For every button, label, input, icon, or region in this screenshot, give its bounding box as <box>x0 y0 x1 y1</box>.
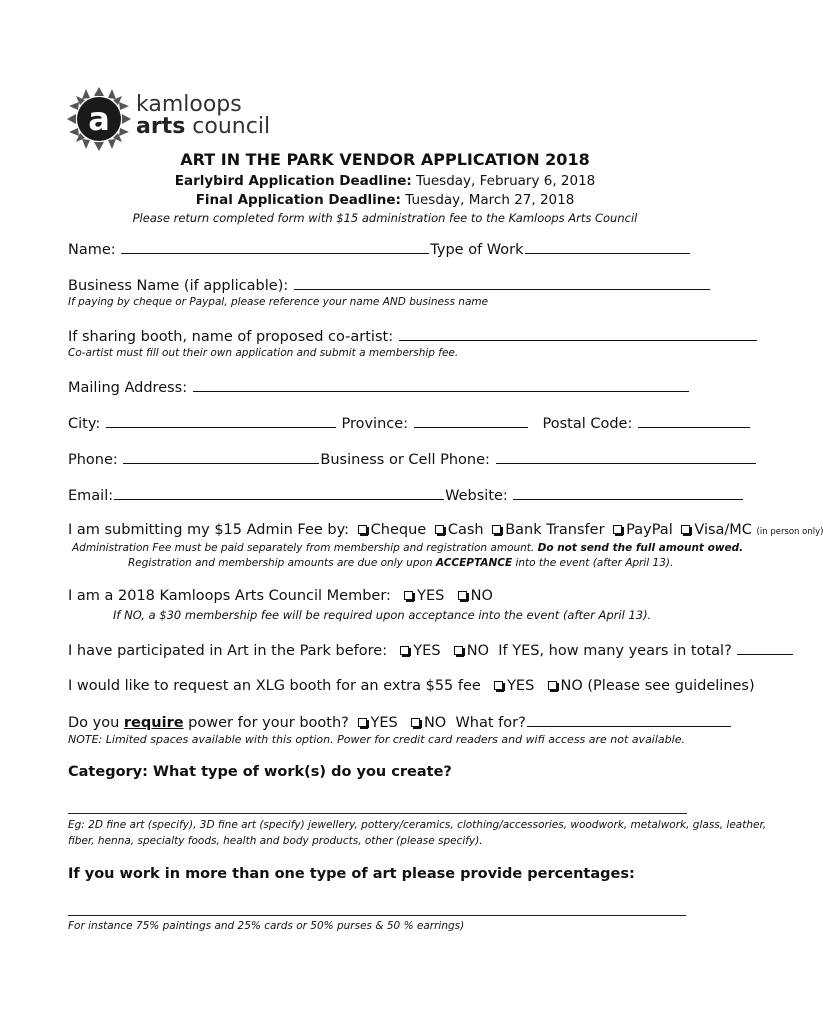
member-no-label: NO <box>470 588 493 604</box>
member-note: If NO, a $30 membership fee will be required upon acceptance into the event (after April 13). <box>113 608 652 622</box>
mailing-row <box>68 378 690 396</box>
visa-mc-label: Visa/MC <box>694 522 752 538</box>
final-label: Final Application Deadline: <box>195 192 401 208</box>
business-name-note: If paying by cheque or Paypal, please reference your name AND business name <box>68 296 489 308</box>
logo-arts: arts <box>136 114 186 139</box>
xlg-no-label: NO (Please see guidelines) <box>560 678 755 694</box>
cheque-label: Cheque <box>370 522 427 538</box>
website-label: Website: <box>445 488 508 504</box>
logo <box>66 86 276 152</box>
years-label: If YES, how many years in total? <box>498 643 732 659</box>
payment-note-2c: into the event (after April 13). <box>512 557 674 569</box>
payment-row <box>68 522 823 538</box>
co-artist-note: Co-artist must fill out their own application and submit a membership fee. <box>68 347 459 359</box>
payment-note-1b: Do not send the full amount owed. <box>537 542 744 554</box>
payment-note-2a: Registration and membership amounts are due only upon <box>128 557 436 569</box>
power-lead-a: Do you <box>68 715 124 731</box>
what-for-field[interactable] <box>527 713 731 727</box>
cash-label: Cash <box>447 522 484 538</box>
bank-transfer-label: Bank Transfer <box>505 522 605 538</box>
co-artist-field[interactable] <box>399 327 757 341</box>
name-label: Name: <box>68 242 116 258</box>
co-artist-label: If sharing booth, name of proposed co-artist: <box>68 329 394 345</box>
percent-example: For instance 75% paintings and 25% cards or 50% purses & 50 % earrings) <box>68 920 465 932</box>
earlybird-deadline <box>0 173 770 189</box>
percent-heading: If you work in more than one type of art please provide percentages: <box>68 866 635 882</box>
member-lead: I am a 2018 Kamloops Arts Council Member: <box>68 588 391 604</box>
participated-yes-label: YES <box>413 643 441 659</box>
power-note: NOTE: Limited spaces available with this option. Power for credit card readers and wifi access are not available. <box>68 733 685 746</box>
earlybird-label: Earlybird Application Deadline: <box>174 173 412 189</box>
xlg-row <box>68 678 755 694</box>
cheque-checkbox[interactable] <box>358 525 367 534</box>
business-name-field[interactable] <box>294 276 710 290</box>
province-label: Province: <box>341 416 409 432</box>
logo-icon-letter: a <box>88 100 110 138</box>
member-row <box>68 588 493 604</box>
xlg-lead: I would like to request an XLG booth for an extra $55 fee <box>68 678 481 694</box>
type-of-work-field[interactable] <box>525 240 690 254</box>
website-field[interactable] <box>513 486 743 500</box>
email-label: Email: <box>68 488 114 504</box>
power-require: require <box>123 715 184 731</box>
what-for-label: What for? <box>455 715 526 731</box>
postal-label: Postal Code: <box>542 416 633 432</box>
payment-note-1 <box>72 542 743 554</box>
paypal-checkbox[interactable] <box>613 525 622 534</box>
province-field[interactable] <box>414 414 528 428</box>
email-field[interactable] <box>114 486 444 500</box>
category-example-2: fiber, henna, specialty foods, health and body products, other (please specify). <box>68 835 483 847</box>
mailing-label: Mailing Address: <box>68 380 188 396</box>
logo-line-2 <box>136 116 270 138</box>
return-note: Please return completed form with $15 administration fee to the Kamloops Arts Council <box>132 211 638 225</box>
in-person-note: (in person only) <box>756 527 823 537</box>
logo-line-1: kamloops <box>136 92 242 117</box>
power-no-checkbox[interactable] <box>411 718 420 727</box>
arts-council-logo-icon <box>66 86 132 152</box>
participated-yes-checkbox[interactable] <box>400 646 409 655</box>
power-yes-checkbox[interactable] <box>358 718 367 727</box>
member-yes-checkbox[interactable] <box>404 591 413 600</box>
percent-answer-line[interactable] <box>68 915 686 916</box>
category-answer-line[interactable] <box>68 813 687 814</box>
category-example-1: Eg: 2D fine art (specify), 3D fine art (specify) jewellery, pottery/ceramics, clothing/accessories, woodwork, metalwork, glass, leather, <box>68 819 767 831</box>
cash-checkbox[interactable] <box>435 525 444 534</box>
type-of-work-label: Type of Work <box>430 242 524 258</box>
payment-lead: I am submitting my $15 Admin Fee by: <box>68 522 350 538</box>
xlg-no-checkbox[interactable] <box>548 681 557 690</box>
xlg-yes-label: YES <box>507 678 535 694</box>
phone-row <box>68 450 757 468</box>
city-label: City: <box>68 416 101 432</box>
business-name-row <box>68 276 711 294</box>
member-yes-label: YES <box>417 588 445 604</box>
power-row <box>68 713 732 731</box>
final-date: Tuesday, March 27, 2018 <box>400 192 575 208</box>
phone-field[interactable] <box>123 450 319 464</box>
participated-no-label: NO <box>466 643 490 659</box>
city-field[interactable] <box>106 414 336 428</box>
visa-mc-checkbox[interactable] <box>681 525 690 534</box>
member-no-checkbox[interactable] <box>458 591 467 600</box>
power-lead-c: power for your booth? <box>183 715 349 731</box>
category-heading: Category: What type of work(s) do you create? <box>68 764 452 780</box>
co-artist-row <box>68 327 758 345</box>
email-row <box>68 486 744 504</box>
business-name-label: Business Name (if applicable): <box>68 278 289 294</box>
name-field[interactable] <box>121 240 429 254</box>
phone-label: Phone: <box>68 452 118 468</box>
participated-no-checkbox[interactable] <box>454 646 463 655</box>
years-field[interactable] <box>737 641 793 655</box>
mailing-field[interactable] <box>193 378 689 392</box>
bank-transfer-checkbox[interactable] <box>492 525 501 534</box>
participated-lead: I have participated in Art in the Park before: <box>68 643 388 659</box>
final-deadline <box>0 192 770 208</box>
page-title: ART IN THE PARK VENDOR APPLICATION 2018 <box>180 150 590 169</box>
logo-council: council <box>185 114 271 139</box>
participated-row <box>68 641 794 659</box>
xlg-yes-checkbox[interactable] <box>494 681 503 690</box>
payment-note-2 <box>128 557 673 569</box>
paypal-label: PayPal <box>626 522 673 538</box>
power-yes-label: YES <box>370 715 398 731</box>
earlybird-date: Tuesday, February 6, 2018 <box>411 173 596 189</box>
business-phone-field[interactable] <box>496 450 756 464</box>
city-row <box>68 414 751 432</box>
power-no-label: NO <box>423 715 447 731</box>
name-row <box>68 240 691 258</box>
postal-field[interactable] <box>638 414 750 428</box>
business-phone-label: Business or Cell Phone: <box>320 452 490 468</box>
payment-note-1a: Administration Fee must be paid separately from membership and registration amount. <box>72 542 538 554</box>
payment-note-2b: ACCEPTANCE <box>435 557 513 569</box>
